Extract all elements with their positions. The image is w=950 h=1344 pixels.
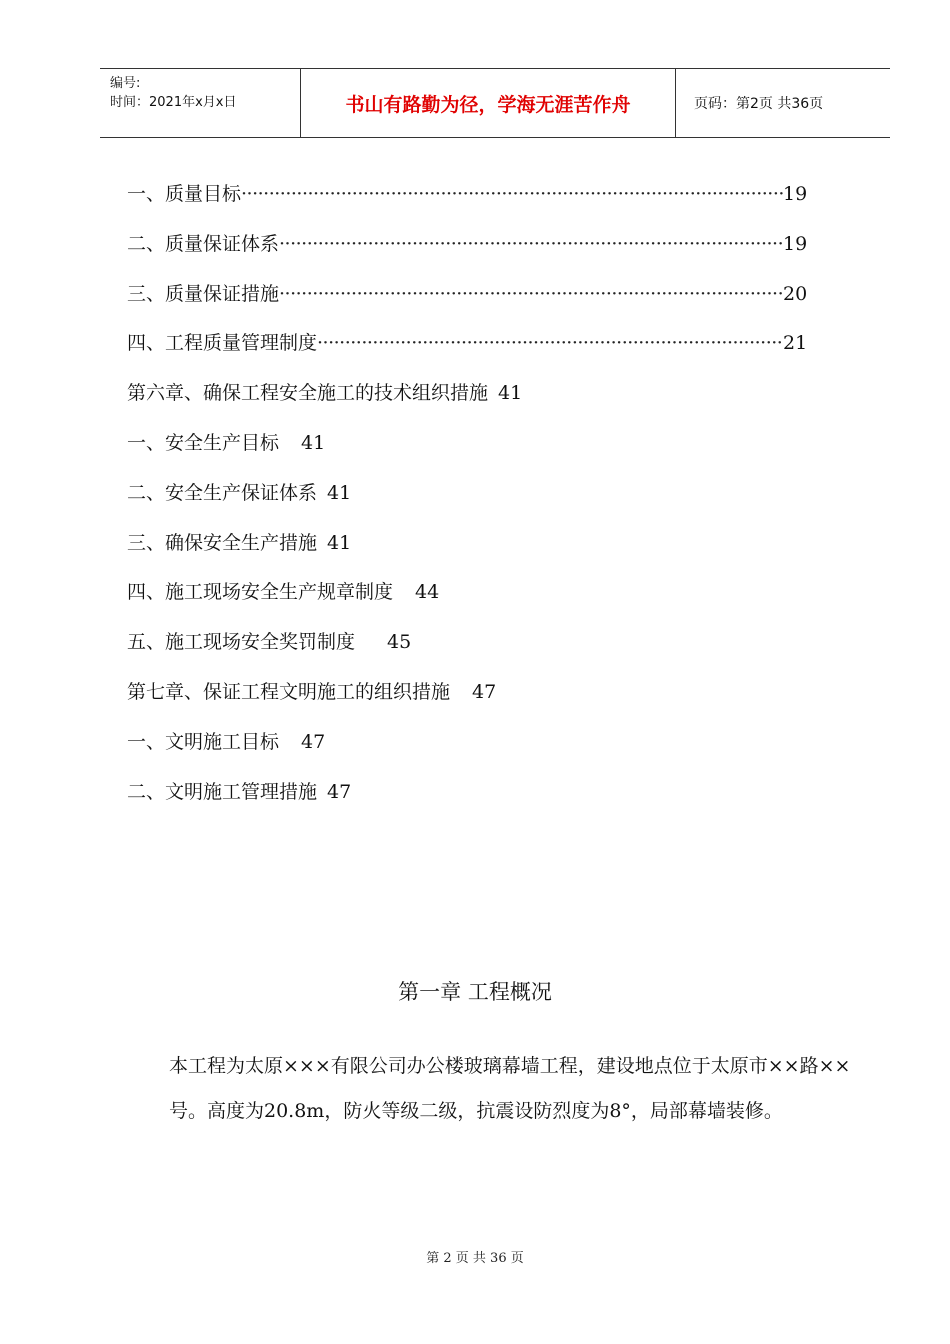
toc-entry [127,425,807,475]
toc-entry-title: 三、质量保证措施 [127,282,280,305]
toc-entry-title: 二、文明施工管理措施 [127,780,318,803]
toc-leader-dots [279,276,783,326]
toc-entry [127,276,807,326]
header-table [100,68,890,138]
header-slogan: 书山有路勤为径，学海无涯苦作舟 [301,69,676,137]
toc-entry-page: 20 [783,282,808,305]
toc-entry [127,674,807,724]
toc-entry-page: 19 [783,183,808,205]
header-meta-cell [100,69,301,137]
toc-leader-dots [241,176,783,226]
date-label: 时间：2021年x月x日 [110,95,237,110]
number-label: 编号: [110,76,141,91]
toc-entry [127,525,807,575]
toc-entry-page: 47 [301,730,326,753]
toc-entry-title: 第六章、确保工程安全施工的技术组织措施 [127,382,489,405]
toc-entry-page: 19 [783,232,808,255]
toc-entry-title: 三、确保安全生产措施 [127,531,318,554]
toc-entry [127,574,807,624]
toc-entry-title: 一、文明施工目标 [127,730,280,753]
toc-entry [127,226,807,276]
toc-entry [127,325,807,375]
toc-entry-page: 45 [387,631,412,654]
toc-entry [127,624,807,674]
toc-entry [127,774,807,824]
toc-entry-page: 41 [327,481,352,504]
toc-entry-page: 41 [301,431,326,454]
toc-entry [127,475,807,525]
toc-entry-title: 二、质量保证体系 [127,232,280,255]
page-info-text: 页码：第2页 共36页 [694,96,824,112]
toc-entry-page: 47 [327,780,352,803]
toc-entry [127,375,807,425]
toc-entry-page: 44 [415,581,440,604]
toc-leader-dots [317,325,783,375]
toc-entry-page: 47 [472,680,497,703]
header-page-info [684,69,890,137]
table-of-contents [127,176,807,823]
toc-entry-title: 一、质量目标 [127,183,242,205]
toc-entry-title: 第七章、保证工程文明施工的组织措施 [127,680,451,703]
toc-leader-dots [279,226,783,276]
toc-entry [127,724,807,774]
toc-entry [127,176,807,226]
toc-entry-title: 四、施工现场安全生产规章制度 [127,581,394,604]
toc-entry-title: 四、工程质量管理制度 [127,332,318,355]
toc-entry-title: 五、施工现场安全奖罚制度 [127,631,356,654]
toc-entry-title: 二、安全生产保证体系 [127,481,318,504]
paragraph-text: 本工程为太原×××有限公司办公楼玻璃幕墙工程，建设地点位于太原市××路××号。高度为20.8m，防火等级二级，抗震设防烈度为8°，局部幕墙装修。 [169,1055,851,1122]
page-footer: 第 2 页 共 36 页 [426,1251,524,1266]
toc-entry-page: 21 [783,332,808,355]
chapter-title: 第一章 工程概况 [398,980,552,1004]
chapter-paragraph [127,1044,867,1134]
toc-entry-page: 41 [498,382,523,405]
toc-entry-title: 一、安全生产目标 [127,431,280,454]
toc-entry-page: 41 [327,531,352,554]
